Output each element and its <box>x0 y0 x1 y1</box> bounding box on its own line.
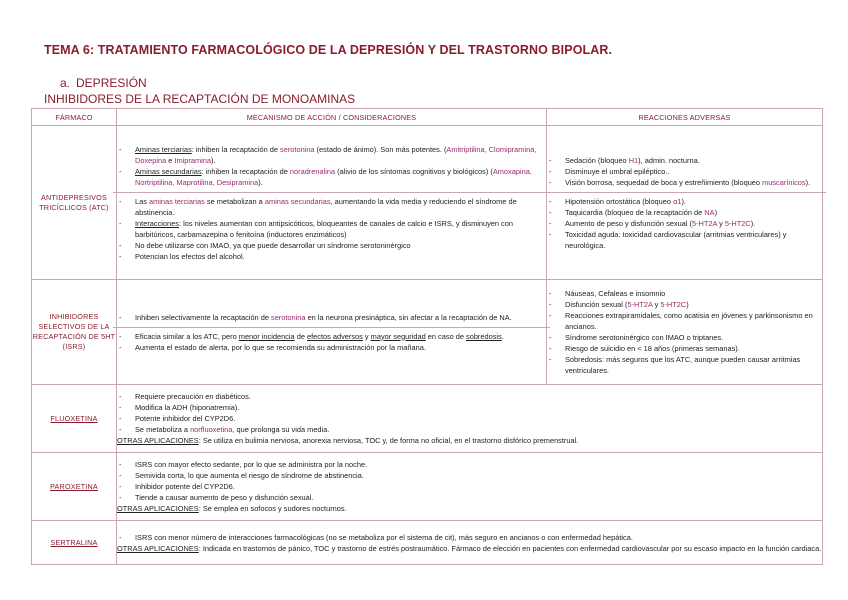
list-item: - Aminas terciarias: inhiben la recaptación de serotonina (estado de ánimo). Son más potentes. (Amitriptilina, Clomipramina, Doxepina e Imipramina). <box>117 144 546 166</box>
list-item: - Potencian los efectos del alcohol. <box>117 251 546 262</box>
adverse-tca <box>547 126 823 280</box>
drug-name-sertralina[interactable]: SERTRALINA <box>32 521 117 565</box>
list-item: - ISRS con mayor efecto sedante, por lo que se administra por la noche. <box>117 459 822 470</box>
list-item: - ISRS con menor número de interacciones farmacológicas (no se metaboliza por el sistema de cit), más seguro en ancianos o con enfermedad hepática. <box>117 532 822 543</box>
header-mechanism: MECANISMO DE ACCIÓN / CONSIDERACIONES <box>117 109 547 126</box>
list-item: - Sobredosis: más seguros que los ATC, aunque pueden causar arritmias ventriculares. <box>547 354 822 376</box>
table-row-tca <box>32 126 823 280</box>
mechanism-isrs <box>117 280 547 385</box>
other-applications-fluoxetina: OTRAS APLICACIONES: Se utiliza en bulimia nerviosa, anorexia nerviosa, TOC y, de forma no oficial, en el trastorno disfórico premenstrual. <box>117 436 579 445</box>
header-adverse: REACCIONES ADVERSAS <box>547 109 823 126</box>
table-header-row <box>32 109 823 126</box>
list-item: - Modifica la ADH (hiponatremia). <box>117 402 822 413</box>
adverse-tca-extra <box>543 192 826 251</box>
list-item: - Síndrome serotoninérgico con IMAO o triptanes. <box>547 332 822 343</box>
mechanism-isrs-considerations <box>113 327 550 353</box>
other-applications-paroxetina: OTRAS APLICACIONES: Se emplea en sofocos y sudores nocturnos. <box>117 504 347 513</box>
page-title: TEMA 6: TRATAMIENTO FARMACOLÓGICO DE LA DEPRESIÓN Y DEL TRASTORNO BIPOLAR. <box>44 43 613 57</box>
table-row-fluoxetina <box>32 385 823 453</box>
list-item: - Riesgo de suicidio en < 18 años (primeras semanas). <box>547 343 822 354</box>
table-row-paroxetina <box>32 453 823 521</box>
drug-table <box>31 108 823 565</box>
section-heading: INHIBIDORES DE LA RECAPTACIÓN DE MONOAMINAS <box>44 92 356 106</box>
section-label: DEPRESIÓN <box>76 76 147 90</box>
mechanism-tca-considerations <box>113 192 550 262</box>
list-item: - Potente inhibidor del CYP2D6. <box>117 413 822 424</box>
list-item: - Semivida corta, lo que aumenta el riesgo de síndrome de abstinencia. <box>117 470 822 481</box>
drug-name-tca: ANTIDEPRESIVOS TRICÍCLICOS (ATC) <box>32 126 117 280</box>
table-row-isrs <box>32 280 823 385</box>
list-item: - No debe utilizarse con IMAO, ya que puede desarrollar un síndrome serotoninérgico <box>117 240 546 251</box>
section-marker: a. <box>60 76 71 90</box>
list-item: - Aumento de peso y disfunción sexual (5-HT2A y 5-HT2C). <box>547 218 822 229</box>
drug-name-paroxetina[interactable]: PAROXETINA <box>32 453 117 521</box>
list-item: - Sedación (bloqueo H1), admin. nocturna. <box>547 155 822 166</box>
list-item: - Taquicardia (bloqueo de la recaptación de NA) <box>547 207 822 218</box>
list-item: - Requiere precaución en diabéticos. <box>117 391 822 402</box>
list-item: - Aminas secundarias: inhiben la recaptación de noradrenalina (alivio de los síntomas cognitivos y biológicos) (Amoxapina, Nortriptilina, Maprotilina, Desipramina). <box>117 166 546 188</box>
drug-name-isrs: INHIBIDORES SELECTIVOS DE LA RECAPTACIÓN DE 5HT (ISRS) <box>32 280 117 385</box>
details-fluoxetina <box>117 385 823 453</box>
list-item: - Tiende a causar aumento de peso y disfunción sexual. <box>117 492 822 503</box>
section-depresion <box>60 76 147 90</box>
list-item: - Se metaboliza a norfluoxetina, que prolonga su vida media. <box>117 424 822 435</box>
list-item: - Visión borrosa, sequedad de boca y estreñimiento (bloqueo muscarínicos). <box>547 177 822 188</box>
list-item: - Disfunción sexual (5-HT2A y 5-HT2C) <box>547 299 822 310</box>
other-applications-sertralina: OTRAS APLICACIONES: Indicada en trastornos de pánico, TOC y trastorno de estrés postraumático. Fármaco de elección en pacientes con enfermedad cardiovascular por su escaso impacto en la función cardiaca. <box>117 543 822 553</box>
drug-name-fluoxetina[interactable]: FLUOXETINA <box>32 385 117 453</box>
list-item: - Aumenta el estado de alerta, por lo que se recomienda su administración por la mañana. <box>117 342 546 353</box>
list-item: - Las aminas terciarias se metabolizan a aminas secundarias, aumentando la vida media y reduciendo el síndrome de abstinencia. <box>117 196 546 218</box>
list-item: - Inhiben selectivamente la recaptación de serotonina en la neurona presináptica, sin afectar a la recaptación de NA. <box>117 312 546 323</box>
list-item: - Inhibidor potente del CYP2D6. <box>117 481 822 492</box>
header-drug: FÁRMACO <box>32 109 117 126</box>
adverse-isrs <box>547 280 823 385</box>
list-item: - Eficacia similar a los ATC, pero menor incidencia de efectos adversos y mayor seguridad en caso de sobredosis. <box>117 331 546 342</box>
list-item: - Reacciones extrapiramidales, como acatisia en jóvenes y parkinsonismo en ancianos. <box>547 310 822 332</box>
list-item: - Toxicidad aguda: toxicidad cardiovascular (arritmias ventriculares) y neurológica. <box>547 229 822 251</box>
list-item: - Disminuye el umbral epiléptico.. <box>547 166 822 177</box>
details-sertralina <box>117 521 823 565</box>
mechanism-tca <box>117 126 547 280</box>
table-row-sertralina <box>32 521 823 565</box>
details-paroxetina <box>117 453 823 521</box>
list-item: - Hipotensión ortostática (bloqueo α1). <box>547 196 822 207</box>
list-item: - Náuseas, Cefaleas e insomnio <box>547 288 822 299</box>
list-item: - Interacciones: los niveles aumentan con antipsicóticos, bloqueantes de canales de calcio e ISRS, y disminuyen con barbitúricos, carbamazepina o fenitoína (inductores enzimáticos) <box>117 218 546 240</box>
